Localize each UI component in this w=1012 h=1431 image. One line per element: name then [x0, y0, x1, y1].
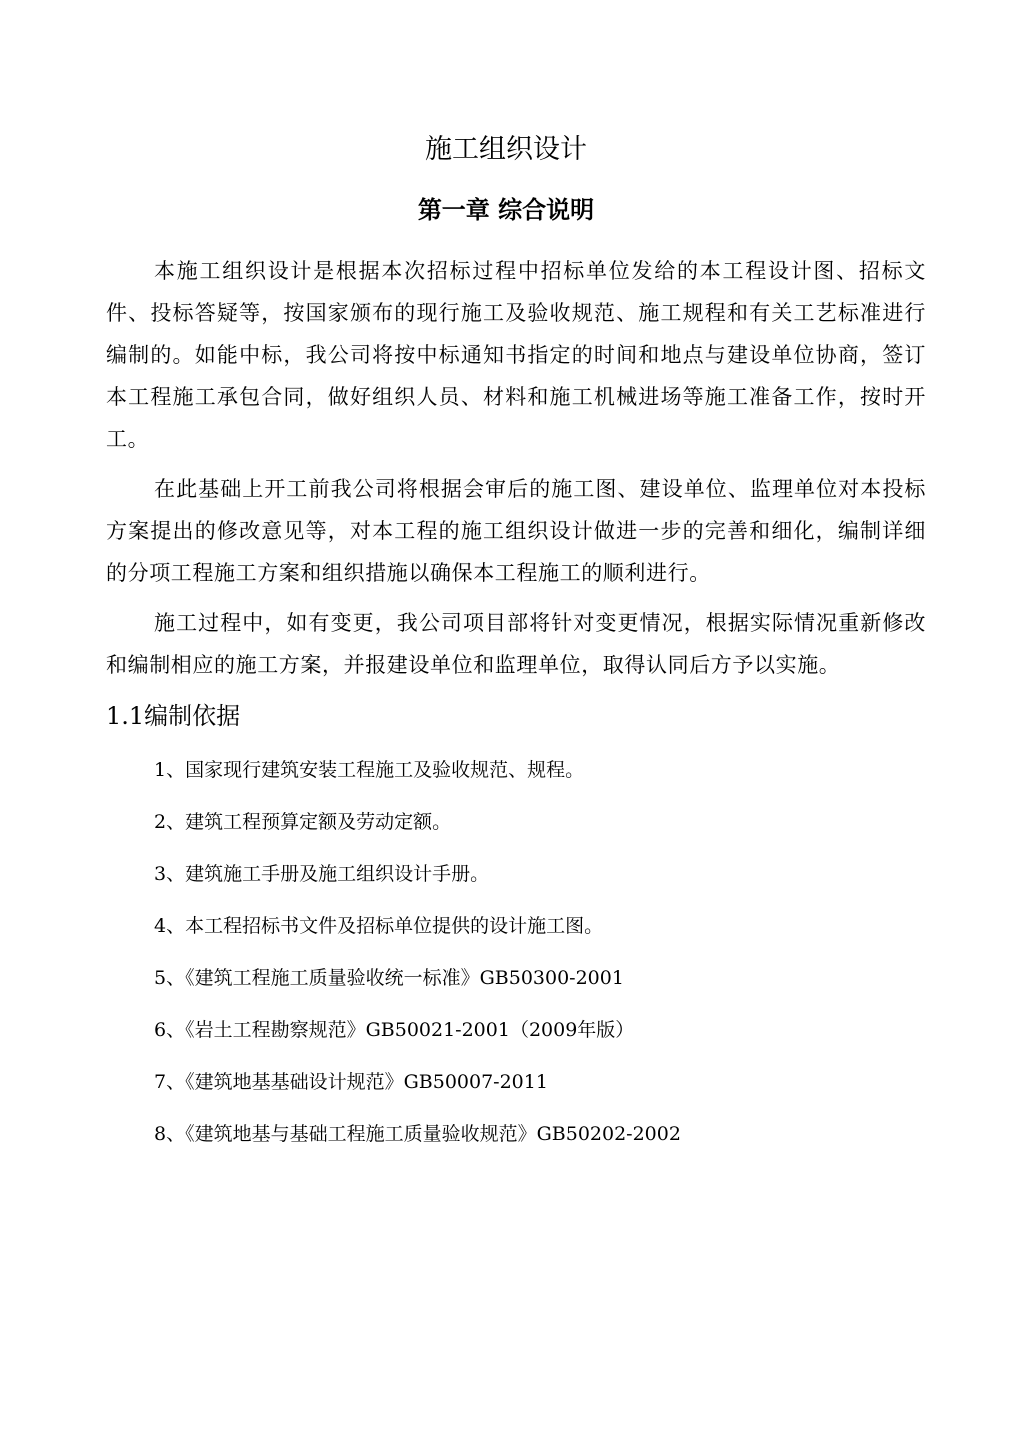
section-heading: 1.1编制依据 — [106, 702, 241, 730]
basis-item: 2、建筑工程预算定额及劳动定额。 — [154, 811, 452, 833]
basis-item: 3、建筑施工手册及施工组织设计手册。 — [154, 863, 490, 885]
basis-item: 4、本工程招标书文件及招标单位提供的设计施工图。 — [154, 915, 604, 937]
basis-list — [106, 744, 926, 1160]
intro-paragraph-3: 施工过程中，如有变更，我公司项目部将针对变更情况，根据实际情况重新修改和编制相应的施工方案，并报建设单位和监理单位，取得认同后方予以实施。 — [106, 611, 926, 677]
chapter-title: 第一章 综合说明 — [417, 195, 595, 224]
basis-item: 5、《建筑工程施工质量验收统一标准》GB50300-2001 — [154, 967, 624, 989]
intro-paragraph-2: 在此基础上开工前我公司将根据会审后的施工图、建设单位、监理单位对本投标方案提出的修改意见等，对本工程的施工组织设计做进一步的完善和细化，编制详细的分项工程施工方案和组织措施以确保本工程施工的顺利进行。 — [106, 477, 926, 585]
document-body — [106, 250, 926, 1160]
basis-item: 8、《建筑地基与基础工程施工质量验收规范》GB50202-2002 — [154, 1123, 681, 1145]
basis-item: 7、《建筑地基基础设计规范》GB50007-2011 — [154, 1071, 548, 1093]
intro-paragraph-1: 本施工组织设计是根据本次招标过程中招标单位发给的本工程设计图、招标文件、投标答疑等，按国家颁布的现行施工及验收规范、施工规程和有关工艺标准进行编制的。如能中标，我公司将按中标通知书指定的时间和地点与建设单位协商，签订本工程施工承包合同，做好组织人员、材料和施工机械进场等施工准备工作，按时开工。 — [106, 259, 926, 451]
document-title: 施工组织设计 — [425, 134, 587, 165]
basis-item: 6、《岩土工程勘察规范》GB50021-2001（2009年版） — [154, 1019, 635, 1041]
basis-item: 1、国家现行建筑安装工程施工及验收规范、规程。 — [154, 759, 585, 781]
